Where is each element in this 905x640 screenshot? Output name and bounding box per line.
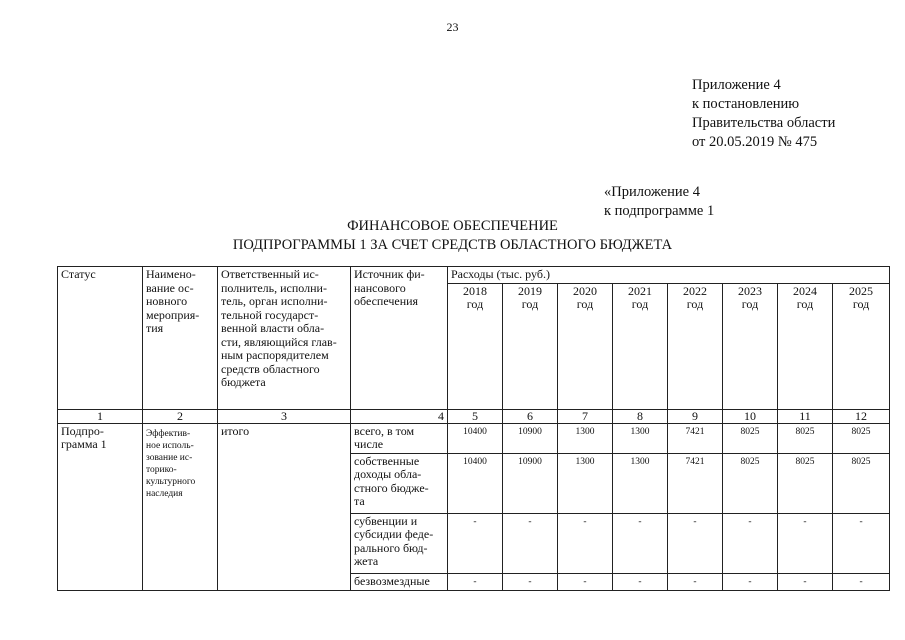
expense-value-cell: - (613, 513, 668, 573)
year-unit: год (576, 297, 594, 311)
header-expenses: Расходы (тыс. руб.) (448, 267, 890, 284)
header-responsible: Ответственный ис- полнитель, исполни- тель, орган исполни- тельной государст- венной власти обла- сти, являющийся глав- ным распорядителем средств областного бюджета (218, 267, 351, 410)
year-unit: год (466, 297, 484, 311)
expense-value-cell: - (668, 513, 723, 573)
expense-value-cell: 10400 (448, 423, 503, 453)
expense-value-cell: - (558, 573, 613, 591)
year-value: 2019 (518, 283, 542, 298)
expense-value-cell: - (668, 573, 723, 591)
expense-value-cell: - (723, 513, 778, 573)
column-number: 12 (833, 409, 890, 423)
title-line: ФИНАНСОВОЕ ОБЕСПЕЧЕНИЕ (347, 218, 558, 234)
column-number: 8 (613, 409, 668, 423)
funding-source-cell: всего, в том числе (351, 423, 448, 453)
expense-value-cell: 1300 (558, 423, 613, 453)
year-unit: год (741, 297, 759, 311)
header-year-5 (723, 283, 778, 409)
expense-value-cell: - (833, 513, 890, 573)
header-year-3 (613, 283, 668, 409)
header-year-6 (778, 283, 833, 409)
header-year-2 (558, 283, 613, 409)
column-numbers-row (58, 409, 890, 423)
expense-value-cell: 8025 (833, 453, 890, 513)
year-value: 2020 (573, 283, 597, 298)
expense-value-cell: - (448, 513, 503, 573)
column-number: 4 (351, 409, 448, 423)
header-year-4 (668, 283, 723, 409)
approval-line: от 20.05.2019 № 475 (692, 134, 818, 150)
year-value: 2025 (849, 283, 874, 298)
expense-value-cell: 7421 (668, 423, 723, 453)
expense-value-cell: 10900 (503, 423, 558, 453)
expense-value-cell: 8025 (833, 423, 890, 453)
subprogram-appendix-line: «Приложение 4 (604, 184, 700, 200)
year-value: 2021 (628, 283, 652, 298)
funding-source-cell: собственные доходы обла- стного бюдже- та (351, 453, 448, 513)
column-number: 3 (218, 409, 351, 423)
expense-value-cell: - (503, 513, 558, 573)
column-number: 9 (668, 409, 723, 423)
column-number: 7 (558, 409, 613, 423)
subprogram-appendix-block (604, 183, 714, 221)
title-line: ПОДПРОГРАММЫ 1 ЗА СЧЕТ СРЕДСТВ ОБЛАСТНОГО БЮДЖЕТА (232, 237, 673, 253)
expense-value-cell: - (613, 573, 668, 591)
column-number: 11 (778, 409, 833, 423)
funding-source-cell: субвенции и субсидии феде- рального бюд- жета (351, 513, 448, 573)
year-unit: год (796, 297, 814, 311)
expense-value-cell: - (503, 573, 558, 591)
approval-line: к постановлению (692, 96, 800, 112)
funding-source-cell: безвозмездные (351, 573, 448, 591)
expense-value-cell: - (833, 573, 890, 591)
year-unit: год (852, 297, 870, 311)
year-value: 2018 (463, 283, 487, 298)
expense-value-cell: - (448, 573, 503, 591)
year-value: 2024 (793, 283, 817, 298)
year-unit: год (521, 297, 539, 311)
page-number: 23 (446, 20, 459, 34)
approval-line: Правительства области (692, 115, 836, 131)
expense-value-cell: - (723, 573, 778, 591)
year-unit: год (686, 297, 704, 311)
year-value: 2022 (683, 283, 707, 298)
document-title (0, 217, 905, 255)
header-row (58, 267, 890, 284)
responsible-cell: итого (218, 423, 351, 591)
approval-line: Приложение 4 (692, 77, 781, 93)
header-activity-name: Наимено- вание ос- новного мероприя- тия (143, 267, 218, 410)
financing-table (57, 266, 890, 591)
status-cell: Подпро- грамма 1 (58, 423, 143, 591)
header-year-7 (833, 283, 890, 409)
year-unit: год (631, 297, 649, 311)
expense-value-cell: 8025 (723, 423, 778, 453)
expense-value-cell: - (778, 513, 833, 573)
expense-value-cell: - (558, 513, 613, 573)
header-year-1 (503, 283, 558, 409)
column-number: 2 (143, 409, 218, 423)
expense-value-cell: - (778, 573, 833, 591)
header-status: Статус (58, 267, 143, 410)
activity-name-cell: Эффектив- ное исполь- зование ис- торико- культурного наследия (143, 423, 218, 591)
expense-value-cell: 8025 (778, 423, 833, 453)
expense-value-cell: 1300 (613, 423, 668, 453)
approval-block (692, 76, 835, 152)
header-year-0 (448, 283, 503, 409)
expense-value-cell: 7421 (668, 453, 723, 513)
column-number: 10 (723, 409, 778, 423)
header-funding-source: Источник фи- нансового обеспечения (351, 267, 448, 410)
expense-value-cell: 8025 (778, 453, 833, 513)
expense-value-cell: 10900 (503, 453, 558, 513)
expense-value-cell: 10400 (448, 453, 503, 513)
column-number: 5 (448, 409, 503, 423)
expense-value-cell: 1300 (558, 453, 613, 513)
year-value: 2023 (738, 283, 762, 298)
column-number: 1 (58, 409, 143, 423)
expense-value-cell: 1300 (613, 453, 668, 513)
column-number: 6 (503, 409, 558, 423)
table-row (58, 423, 890, 453)
expense-value-cell: 8025 (723, 453, 778, 513)
subprogram-appendix-line: к подпрограмме 1 (604, 203, 715, 219)
